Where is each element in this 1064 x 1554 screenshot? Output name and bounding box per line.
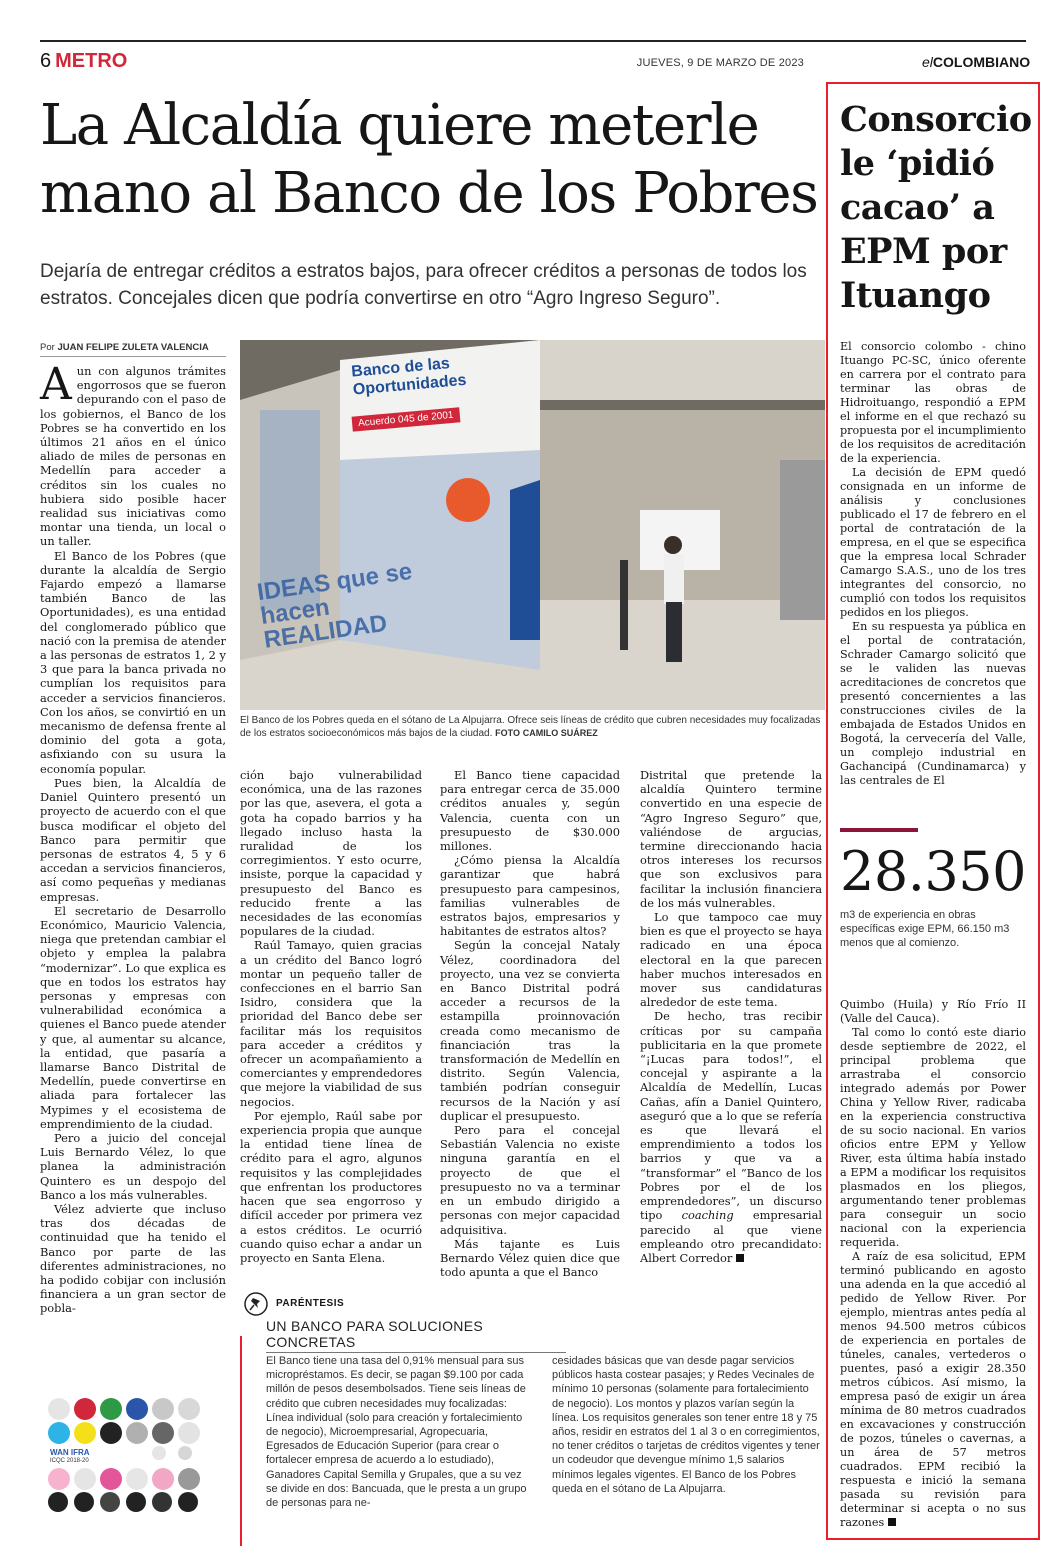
paragraph-text: De hecho, tras recibir críticas por su campaña publicitaria en la que promete “¡Lucas para todos!”, el concejal y aspirante a la Alcaldía de Medellín, Lucas Cañas, afín a Daniel Quintero, aseguró que a lo que se refería es que llevará el emprendimiento a todos los barrios y que va a “transformar” el “Banco de los Pobres por el de los emprendedores”, un discurso tipo xyxy=(640,1009,822,1223)
stat-accent-rule xyxy=(840,828,918,832)
print-color-swatches xyxy=(44,1398,204,1510)
parentesis-accent-rule xyxy=(240,1336,242,1546)
icqc-code: ICQC 2018-20 xyxy=(50,1458,89,1464)
swatch xyxy=(178,1446,192,1460)
photo-caption xyxy=(240,714,825,740)
photo-wall-text: IDEAS que se hacen REALIDAD xyxy=(255,557,414,654)
swatch xyxy=(74,1422,96,1444)
swatch xyxy=(126,1398,148,1420)
sidebar-column-bottom xyxy=(840,998,1026,1530)
article-photo xyxy=(240,340,825,710)
paragraph: El consorcio colombo - chino Ituango PC-SC, único oferente en carrera por el contrato para terminar las obras de Hidroituango, respondió a EPM el informe en el que rechazó su propuesta por el incumplimiento de los requisitos de acreditación de la experiencia. xyxy=(840,340,1026,465)
swatch xyxy=(178,1468,200,1490)
paragraph-text: A raíz de esa solicitud, EPM terminó publicando en agosto una adenda en la que accedió al pedido de Yellow River. Por ejemplo, mientras antes pedía al menos 94.500 metros cúbicos de experiencia en portales de túneles, canales, vertederos o puentes, pasó a exigir 28.350 metros cúbicos. Así mismo, la empresa pasó de exigir un área mínima de 80 metros cuadrados en excavaciones y construcción de pozos, túneles o cavernas, a un área de 57 metros cuadrados. EPM recibió la respuesta e inició la semana pasada su revisión para determinar si acepta o no sus razones xyxy=(840,1250,1026,1529)
pin-icon xyxy=(244,1292,268,1316)
paragraph: Quimbo (Huila) y Río Frío II (Valle del Cauca). xyxy=(840,998,1026,1025)
edition-date: JUEVES, 9 DE MARZO DE 2023 xyxy=(636,57,804,69)
paragraph: Más tajante es Luis Bernardo Vélez quien dice que todo apunta a que el Banco xyxy=(440,1236,620,1280)
article-headline: La Alcaldía quiere meterle mano al Banco de los Pobres xyxy=(40,93,818,226)
paragraph: El secretario de Desarrollo Económico, Mauricio Valencia, niega que pretendan cambiar el objeto y emplea la palabra “modernizar”. Lo que explica es que en todos los estratos hay personas y empresas con vulnerabilidad económica a quienes el Banco puede atender y que, al aumentar su alcance, la entidad, que pasaría a llamarse Banco Distrital de Medellín, puede convertirse en aliada para fortalecer las Mypimes y el ecosistema de emprendimiento de la ciudad. xyxy=(40,903,226,1131)
paragraph xyxy=(840,1250,1026,1530)
paragraph: cesidades básicas que van desde pagar servicios públicos hasta costear pasajes; y Redes Vecinales de mínimo 10 personas (solamente para fortalecimiento de negocio). Los montos y plazos varían según la línea. Los requisitos generales son tener entre 18 y 75 años, residir en estratos del 1 al 3 o en corregimientos, no tener créditos o tarjetas de créditos vigentes y tener un codeudor que devengue mínimo 1,5 salarios mínimos legales vigentes. El Banco de los Pobres queda en el sótano de La Alpujarra. xyxy=(552,1355,820,1495)
caption-credit-name: CAMILO SUÁREZ xyxy=(522,728,598,738)
swatch xyxy=(126,1422,148,1444)
paragraph-text: empresarial parecido al que viene empleando otro precandidato: Albert Corredor xyxy=(640,1208,823,1265)
caption-credit-label: FOTO xyxy=(495,728,520,738)
swatch xyxy=(48,1422,70,1444)
photo-illustration xyxy=(240,340,825,710)
swatch xyxy=(152,1492,172,1512)
paragraph xyxy=(640,1009,822,1265)
end-mark-icon xyxy=(736,1254,744,1262)
paragraph: Según la concejal Nataly Vélez, coordinadora del proyecto, una vez se convierta en Banco Distrital podrá acceder a recursos de la estampilla proinnovación creada como mecanismo de financiación tras la transformación de Medellín en distrito. Según Valencia, también podrían conseguir recursos de la Nación y así duplicar el presupuesto. xyxy=(440,938,620,1123)
paragraph: El Banco tiene capacidad para entregar cerca de 35.000 créditos anuales y, según Valencia, cuenta con un presupuesto de $30.000 millones. xyxy=(440,768,620,854)
swatch xyxy=(74,1492,94,1512)
swatch xyxy=(100,1492,120,1512)
paragraph: Tal como lo contó este diario desde septiembre de 2022, el principal problema que arrastraba el consorcio integrado además por Power China y Yellow River, radicaba en la experiencia constructiva de su socio nacional. En varios oficios entre EPM y Yellow River, esta última había instado a EPM a modificar los requisitos plasmados en los pliegos, argumentando tener problemas para conseguir un socio nacional con la experiencia requerida. xyxy=(840,1026,1026,1249)
article-deck: Dejaría de entregar créditos a estratos bajos, para ofrecer créditos a personas de todos los estratos. Concejales dicen que podría convertirse en otro “Agro Ingreso Seguro”. xyxy=(40,261,807,309)
parentesis-title: UN BANCO PARA SOLUCIONES CONCRETAS xyxy=(266,1318,566,1353)
byline-rule xyxy=(40,356,226,357)
byline-author: JUAN FELIPE ZULETA VALENCIA xyxy=(57,342,209,353)
swatch xyxy=(100,1422,122,1444)
paragraph: El Banco de los Pobres (que durante la alcaldía de Sergio Fajardo empezó a llamarse también Banco de las Oportunidades), es una entidad del conglomerado público que nació con la premisa de atender a las personas de estratos 1, 2 y 3 que para la banca privada no cumplían los requisitos para acceder a servicios financieros. Con los años, se convirtió en un mecanismo de defensa frente al dominio del gota a gota, asfixiando con su usura la economía popular. xyxy=(40,548,226,776)
parentesis-column-1 xyxy=(266,1354,534,1510)
swatch xyxy=(126,1468,148,1490)
article-column-3 xyxy=(440,768,620,1279)
photo-sign-title: Banco de las Oportunidades xyxy=(350,355,468,399)
swatch xyxy=(152,1446,166,1460)
paragraph xyxy=(40,359,226,549)
swatch xyxy=(178,1492,198,1512)
paragraph-text: un con algunos trámites engorrosos que se fueron depurando con el paso de los gobiernos, el Banco de los Pobres se ha convertido en los últimos 21 años en el único aliado de miles de personas en Medellín para acceder a créditos sin los cuales no hubiera sido posible hacer realidad sus iniciativas como montar una tienda, un local o un taller. xyxy=(40,364,226,549)
drop-cap: A xyxy=(40,359,72,410)
logo-prefix: el xyxy=(922,54,933,70)
paragraph: La decisión de EPM quedó consignada en un informe de análisis y conclusiones publicado el 17 de febrero en el portal de contratación de la empresa, en el que se especifica que la empresa local Schrader Camargo S.A.S., uno de los tres integrantes del consorcio, no cumplió con todos los requisitos pedidos en los pliegos. xyxy=(840,466,1026,619)
swatch xyxy=(100,1468,122,1490)
paragraph: Pero a juicio del concejal Luis Bernardo Vélez, lo que planea la administración Quintero es un despojo del Banco a los más vulnerables. xyxy=(40,1130,226,1202)
byline xyxy=(40,342,209,353)
swatch xyxy=(126,1492,146,1512)
logo-name: COLOMBIANO xyxy=(932,54,1031,70)
swatch xyxy=(48,1492,68,1512)
swatch xyxy=(100,1398,122,1420)
swatch xyxy=(178,1422,200,1444)
parentesis-label: PARÉNTESIS xyxy=(276,1298,345,1309)
stat-number: 28.350 xyxy=(840,840,1026,903)
header-rule xyxy=(40,40,1026,42)
paragraph: Pues bien, la Alcaldía de Daniel Quintero presentó un proyecto de acuerdo con el que busca modificar el objeto del Banco para permitir que personas de estratos 4, 5 y 6 accedan a servicios financieros, así como pequeñas y medianas empresas. xyxy=(40,775,226,904)
page-number xyxy=(40,50,127,73)
page-number-value: 6 xyxy=(40,50,52,72)
swatch xyxy=(152,1398,174,1420)
parentesis-column-2 xyxy=(552,1354,820,1496)
swatch xyxy=(74,1398,96,1420)
sidebar-headline: Consorcio le ‘pidió cacao’ a EPM por Ituango xyxy=(840,99,1032,316)
swatch xyxy=(152,1422,174,1444)
section-label[interactable]: METRO xyxy=(55,50,128,72)
emphasis-text: coaching xyxy=(681,1208,734,1223)
swatch xyxy=(152,1468,174,1490)
newspaper-logo xyxy=(922,54,1030,70)
article-column-1 xyxy=(40,359,226,1316)
paragraph: Raúl Tamayo, quien gracias a un crédito del Banco logró montar un pequeño taller de confecciones en el barrio San Isidro, considera que la prioridad del Banco debe ser facilitar más los requisitos para acceder a créditos y ofrecer un acompañamiento a comerciantes y emprendedores que mejore la viabilidad de sus negocios. xyxy=(240,938,422,1109)
end-mark-icon xyxy=(888,1518,896,1526)
article-column-4 xyxy=(640,768,822,1265)
photo-sign-subtitle: Acuerdo 045 de 2001 xyxy=(352,407,461,431)
swatch xyxy=(48,1468,70,1490)
sidebar-column-top xyxy=(840,340,1026,788)
byline-prefix: Por xyxy=(40,342,55,353)
caption-text: El Banco de los Pobres queda en el sótano de La Alpujarra. Ofrece seis líneas de crédito que cubren necesidades muy focalizadas de los estratos socioeconómicos más bajos de la ciudad. xyxy=(240,715,821,739)
paragraph: Distrital que pretende la alcaldía Quintero termine convertido en una especie de “Agro Ingreso Seguro” que, valiéndose de argucias, termine direccionando hacia otros intereses los recursos que son exclusivos para facilitar la inclusión financiera de los más vulnerables. xyxy=(640,768,822,910)
paragraph: En su respuesta ya pública en el portal de contratación, Schrader Camargo solicitó que se le validen las nuevas acreditaciones de concretos que presentó concernientes a las construcciones civiles de la embajada de Estados Unidos en Bogotá, la cervecería del Valle, un complejo industrial en Gachancipá (Cundinamarca) y las centrales de El xyxy=(840,620,1026,787)
swatch xyxy=(178,1398,200,1420)
article-column-2 xyxy=(240,768,422,1265)
swatch xyxy=(74,1468,96,1490)
paragraph: Pero para el concejal Sebastián Valencia no existe ninguna garantía en el proyecto de que el presupuesto no va a terminar en un embudo dirigido a personas con mejor capacidad adquisitiva. xyxy=(440,1123,620,1237)
paragraph: Por ejemplo, Raúl sabe por experiencia propia que aunque la entidad tiene línea de crédito para el agro, algunos requisitos y las complejidades que enfrentan los productores hacen que sea engorroso y difícil acceder por primera vez a estos créditos. Le ocurrió cuando quiso echar a andar un proyecto en Santa Elena. xyxy=(240,1108,422,1265)
swatch xyxy=(48,1398,70,1420)
paragraph: ción bajo vulnerabilidad económica, una de las razones por las que, asevera, el gota a gota ha copado barrios y ha llegado incluso hasta la ruralidad de los corregimientos. Y esto ocurre, insiste, porque la capacidad y presupuesto del Banco es reducido frente a las necesidades de las economías populares de la ciudad. xyxy=(240,768,422,939)
paragraph: Vélez advierte que incluso tras dos décadas de continuidad que ha tenido el Banco por parte de las diferentes administraciones, no ha podido cobijar con inclusión financiera a un gran sector de pobla- xyxy=(40,1201,226,1316)
stat-description: m3 de experiencia en obras específicas exige EPM, 66.150 m3 menos que al comienzo. xyxy=(840,909,1010,949)
paragraph: El Banco tiene una tasa del 0,91% mensual para sus micropréstamos. Es decir, se pagan $9.100 por cada millón de pesos desembolsados. Tiene seis líneas de crédito que cubren necesidades muy focalizadas: Línea individual (solo para creación y fortalecimiento de negocio), Microempresarial, Agropecuaria, Egresados de Educación Superior (para crear o fortalecer empresa de acuerdo a lo estudiado), Ganadores Capital Semilla y Grupales, que a su vez se divide en dos: Bancuada, que le presta a un grupo de personas para ne- xyxy=(266,1355,527,1510)
paragraph: Lo que tampoco cae muy bien es que el proyecto se haya radicado en una época electoral en la que parecen haber muchos interesados en mover sus candidaturas alrededor de este tema. xyxy=(640,910,822,1010)
paragraph: ¿Cómo piensa la Alcaldía garantizar que habrá presupuesto para campesinos, familias vulnerables de estratos bajos, empresarios y habitantes de estratos altos? xyxy=(440,853,620,939)
wan-ifra-label: WAN IFRA xyxy=(50,1448,90,1457)
